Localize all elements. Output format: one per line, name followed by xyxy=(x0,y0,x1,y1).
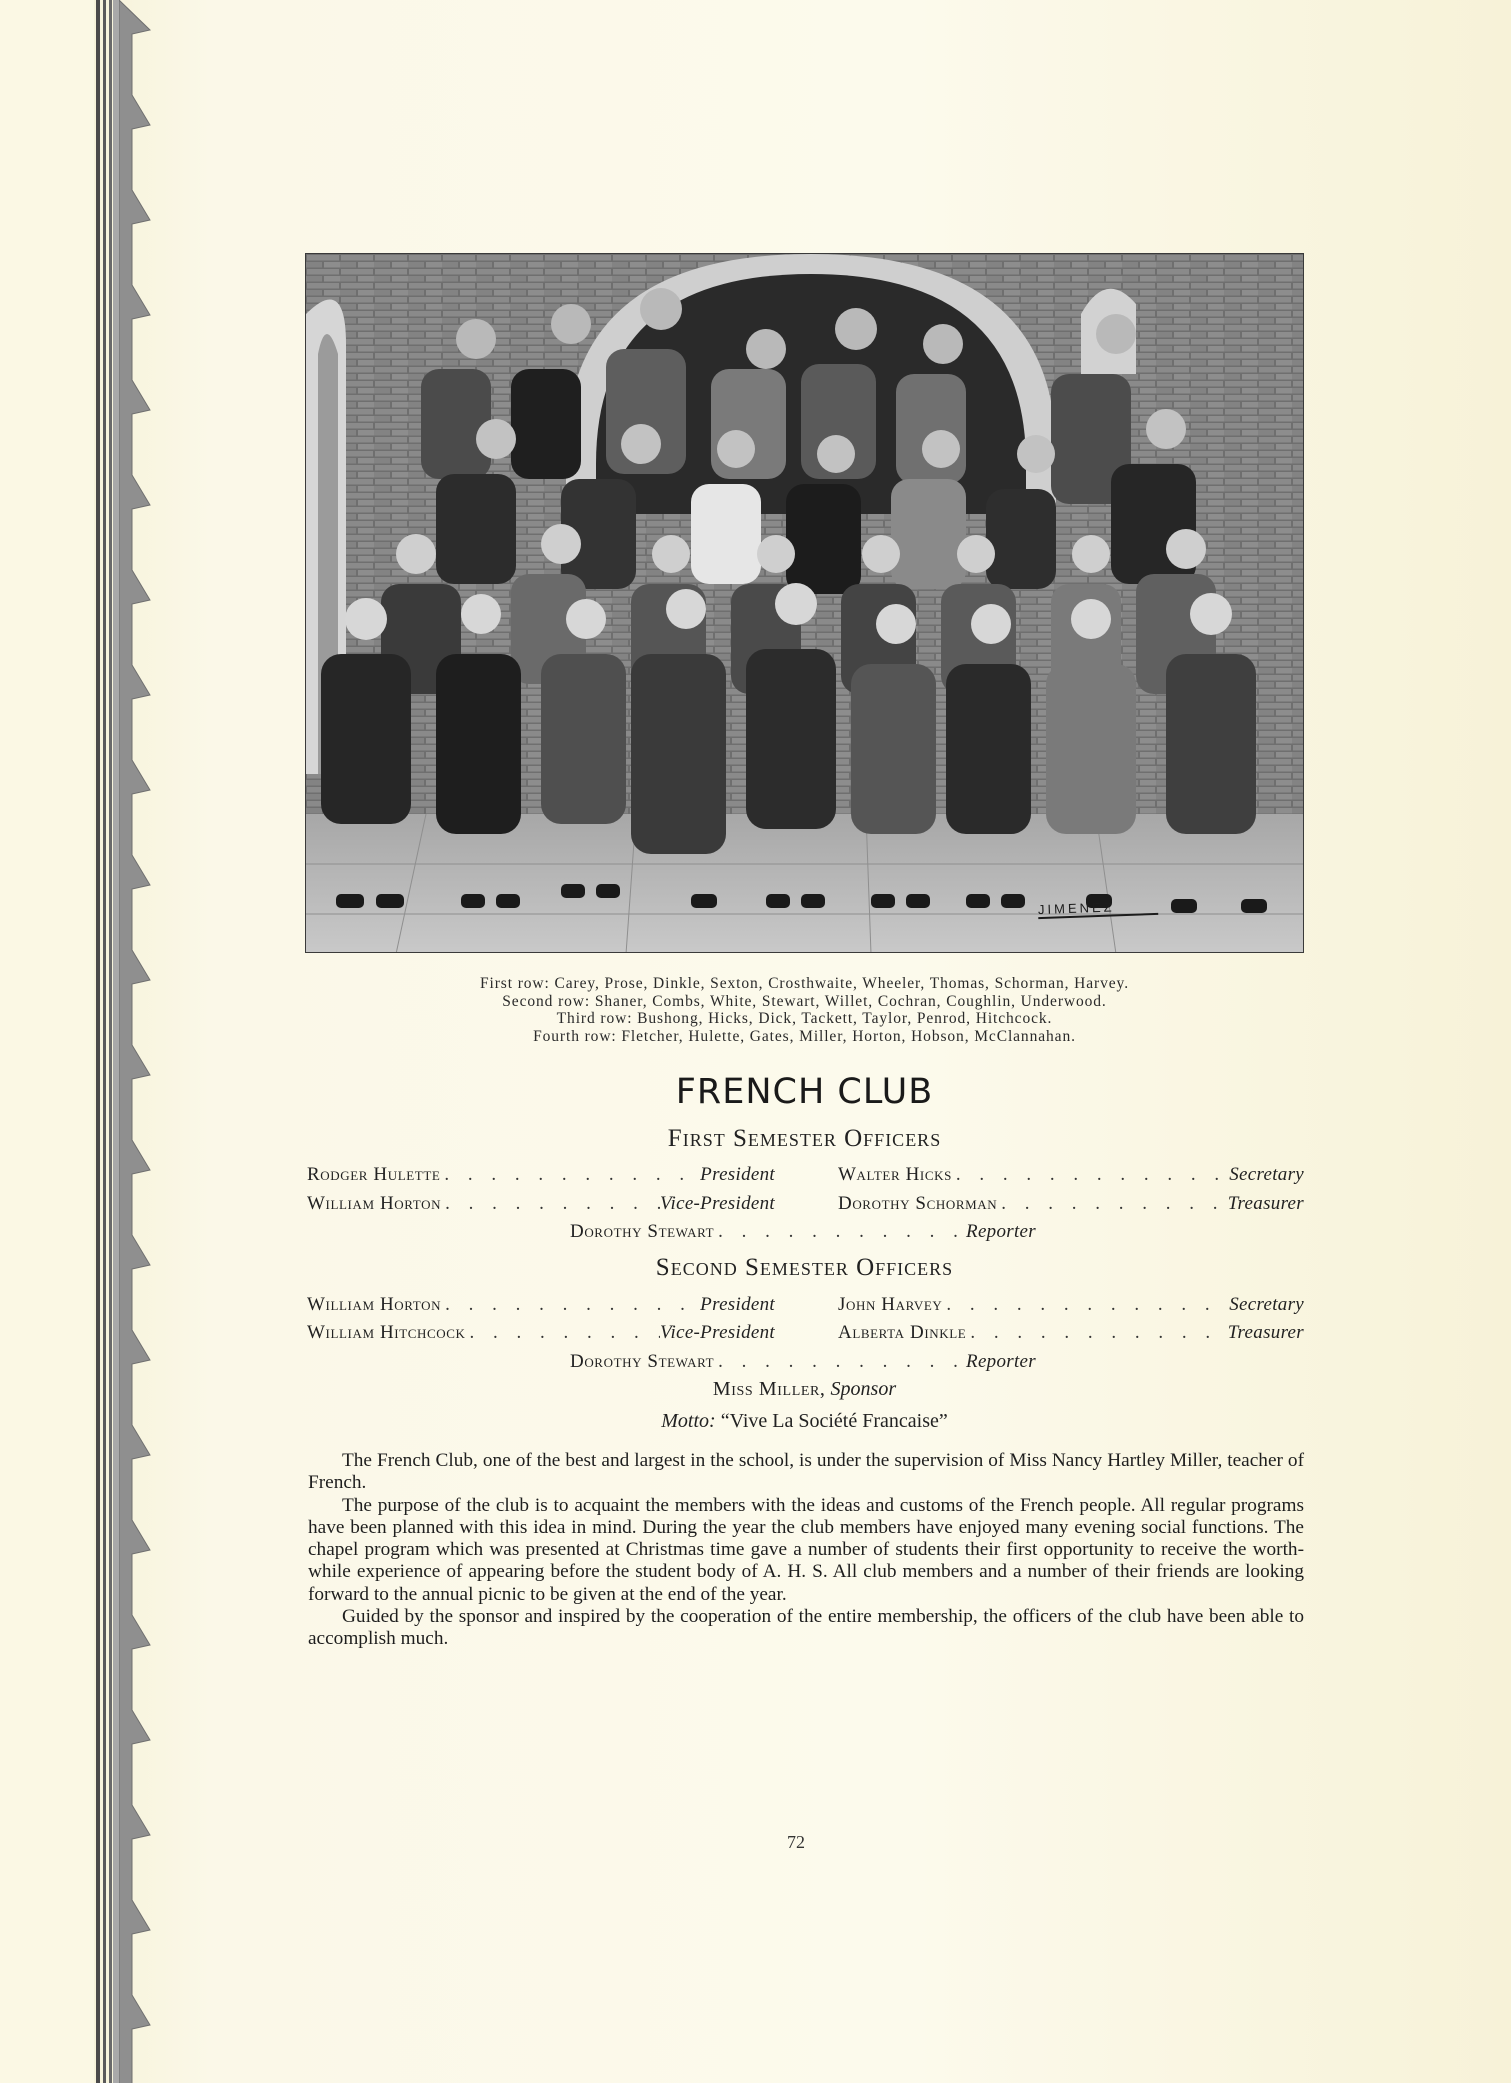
leader-dots xyxy=(466,1321,660,1345)
first-semester-heading: First Semester Officers xyxy=(667,1125,942,1152)
motto-line xyxy=(305,1410,1304,1433)
leader-dots xyxy=(952,1163,1229,1187)
leader-dots xyxy=(440,1163,700,1187)
officer-name: William Horton xyxy=(307,1294,442,1315)
paragraph: The purpose of the club is to acquaint the members with the ideas and customs of the French people. All regular programs have been planned with this idea in mind. During the year the club members have enjoyed many evening social functions. The chapel program which was presented at Christmas time gave a number of students their first opportunity to receive the worth-while experience of appearing before the student body of A. H. S. All club members and a number of their friends are looking forward to the annual picnic to be given at the end of the year. xyxy=(308,1494,1304,1605)
officer-title: President xyxy=(700,1164,775,1185)
sponsor-role: Sponsor xyxy=(830,1378,897,1400)
officer-name: Rodger Hulette xyxy=(307,1164,441,1185)
motto-label: Motto: xyxy=(661,1410,716,1432)
motto-text: “Vive La Société Francaise” xyxy=(720,1410,948,1432)
officer-row xyxy=(570,1220,1036,1244)
officer-name: Dorothy Stewart xyxy=(570,1351,715,1372)
group-photograph xyxy=(305,253,1304,953)
second-semester-heading: Second Semester Officers xyxy=(655,1254,954,1281)
leader-dots xyxy=(441,1192,660,1216)
officer-title: Reporter xyxy=(966,1221,1036,1242)
sponsor-line xyxy=(305,1378,1304,1401)
leader-dots xyxy=(997,1192,1227,1216)
officer-name: John Harvey xyxy=(838,1294,943,1315)
officer-title: Vice-President xyxy=(660,1193,775,1214)
caption-second-row: Second row: Shaner, Combs, White, Stewart, Willet, Cochran, Coughlin, Underwood. xyxy=(502,992,1107,1010)
officer-row xyxy=(307,1163,775,1187)
officer-row xyxy=(838,1192,1304,1216)
leader-dots xyxy=(714,1350,966,1374)
officer-title: Vice-President xyxy=(660,1322,775,1343)
officer-title: Secretary xyxy=(1229,1294,1304,1315)
officer-name: William Hitchcock xyxy=(307,1322,466,1343)
officer-title: Treasurer xyxy=(1227,1322,1304,1343)
officer-title: President xyxy=(700,1294,775,1315)
officer-name: Walter Hicks xyxy=(838,1164,952,1185)
caption-first-row: First row: Carey, Prose, Dinkle, Sexton, Crosthwaite, Wheeler, Thomas, Schorman, Harvey. xyxy=(480,975,1129,992)
officer-name: William Horton xyxy=(307,1193,442,1214)
officer-row xyxy=(838,1321,1304,1345)
officer-row xyxy=(307,1192,775,1216)
photographer-signature: JIMENEZ xyxy=(1038,898,1159,919)
leader-dots xyxy=(441,1293,700,1317)
page-title: FRENCH CLUB xyxy=(675,1072,934,1112)
page-number: 72 xyxy=(787,1832,805,1852)
officer-row xyxy=(570,1350,1036,1374)
officer-row xyxy=(307,1321,775,1345)
officer-name: Dorothy Stewart xyxy=(570,1221,715,1242)
leader-dots xyxy=(714,1220,966,1244)
paragraph: Guided by the sponsor and inspired by the cooperation of the entire membership, the officers of the club have been able to accomplish much. xyxy=(308,1606,1304,1650)
officer-name: Dorothy Schorman xyxy=(838,1193,998,1214)
officer-name: Alberta Dinkle xyxy=(838,1322,967,1343)
leader-dots xyxy=(942,1293,1229,1317)
officer-title: Treasurer xyxy=(1227,1193,1304,1214)
officer-row xyxy=(307,1293,775,1317)
club-description xyxy=(308,1450,1304,1651)
caption-third-row: Third row: Bushong, Hicks, Dick, Tackett, Taylor, Penrod, Hitchcock. xyxy=(556,1010,1053,1027)
paragraph: The French Club, one of the best and largest in the school, is under the supervision of Miss Nancy Hartley Miller, teacher of French. xyxy=(308,1450,1304,1494)
sponsor-name: Miss Miller, xyxy=(712,1378,826,1400)
photo-caption xyxy=(305,975,1304,1045)
officer-title: Secretary xyxy=(1229,1164,1304,1185)
officer-row xyxy=(838,1163,1304,1187)
caption-fourth-row: Fourth row: Fletcher, Hulette, Gates, Miller, Horton, Hobson, McClannahan. xyxy=(533,1027,1076,1045)
officer-title: Reporter xyxy=(966,1351,1036,1372)
decorative-page-border xyxy=(0,0,180,2083)
officer-row xyxy=(838,1293,1304,1317)
leader-dots xyxy=(966,1321,1227,1345)
